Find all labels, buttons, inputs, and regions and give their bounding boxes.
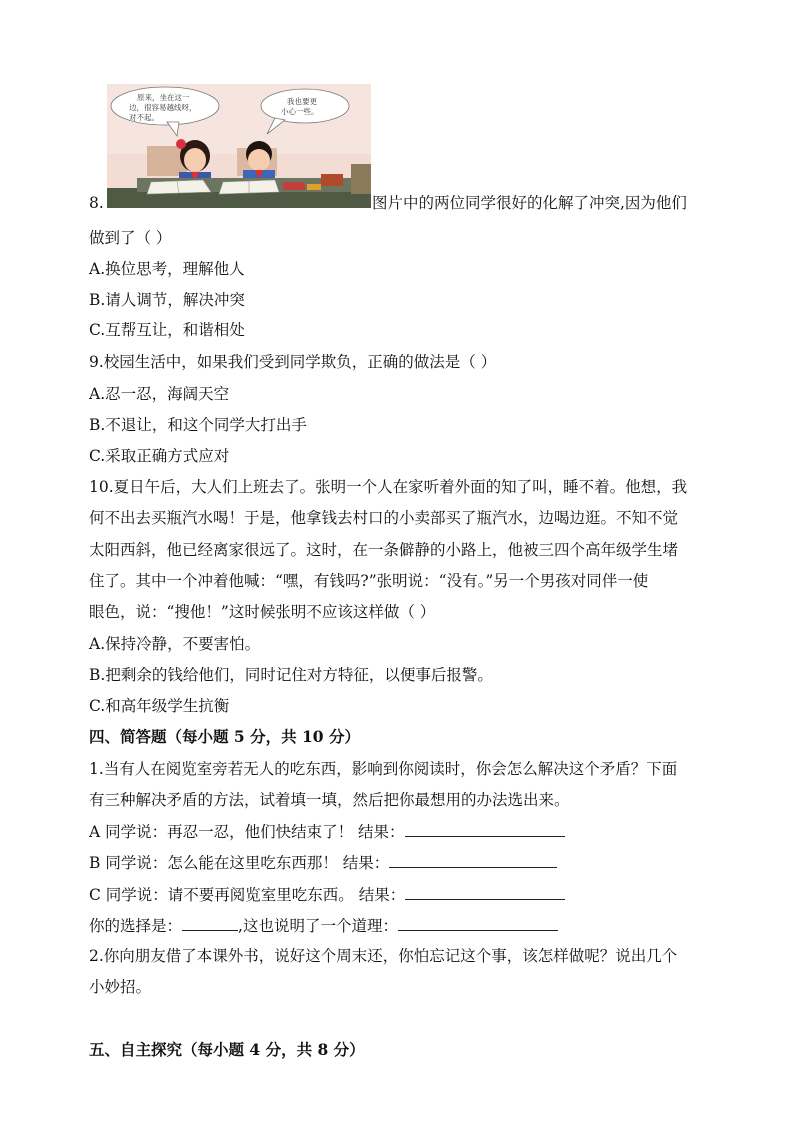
answer-blank-choice[interactable] (182, 915, 238, 931)
q9-option-b: B.不退让，和这个同学大打出手 (89, 416, 307, 434)
s4-q1-line-1: 1.当有人在阅览室旁若无人的吃东西，影响到你阅读时，你会怎么解决这个矛盾？下面 (89, 760, 678, 778)
q10-option-a: A.保持冷静，不要害怕。 (89, 635, 261, 653)
right-bubble-line-1: 我也要更 (287, 97, 317, 106)
q10-option-b: B.把剩余的钱给他们，同时记住对方特征，以便事后报警。 (89, 666, 493, 684)
s4-b-line (89, 852, 557, 873)
s4-q1-line-2: 有三种解决矛盾的方法，试着填一填，然后把你最想用的办法选出来。 (89, 791, 570, 809)
right-speech-bubble (261, 89, 349, 123)
s4-choice-mid: ,这也说明了一个道理： (238, 917, 398, 935)
answer-blank-reason[interactable] (398, 915, 558, 931)
right-bubble-line-2: 小心一些。 (281, 107, 319, 116)
left-bubble-line-2: 边，很容易越线呀， (129, 103, 197, 112)
q10-option-c: C.和高年级学生抗衡 (89, 697, 230, 715)
s4-b-text: B 同学说：怎么能在这里吃东西那！ 结果： (89, 854, 390, 872)
q8-option-b: B.请人调节，解决冲突 (89, 291, 245, 309)
section5-heading: 五、自主探究（每小题 4 分，共 8 分） (89, 1040, 365, 1059)
q10-line-2: 何不出去买瓶汽水喝！于是，他拿钱去村口的小卖部买了瓶汽水，边喝边逛。不知不觉 (89, 509, 679, 527)
classroom-illustration (107, 84, 371, 208)
q8-question-text-2: 做到了（ ） (89, 229, 172, 247)
left-bubble-line-3: 对不起。 (129, 113, 159, 122)
q9-option-c: C.采取正确方式应对 (89, 447, 230, 465)
s4-q2-line-1: 2.你向朋友借了本课外书，说好这个周末还，你怕忘记这个事，该怎样做呢？说出几个 (89, 947, 678, 965)
s4-c-line (89, 884, 565, 905)
q8-option-c: C.互帮互让，和谐相处 (89, 321, 245, 339)
section4-heading: 四、简答题（每小题 5 分，共 10 分） (89, 727, 360, 746)
s4-choice-prefix: 你的选择是： (89, 917, 183, 935)
s4-a-line (89, 821, 565, 842)
q10-line-1: 10.夏日午后，大人们上班去了。张明一个人在家听着外面的知了叫，睡不着。他想，我 (89, 478, 688, 496)
q9-option-a: A.忍一忍，海阔天空 (89, 385, 230, 403)
q8-option-a: A.换位思考，理解他人 (89, 260, 245, 278)
left-bubble-line-1: 原来，坐在这一 (137, 93, 190, 102)
q8-question-text: 图片中的两位同学很好的化解了冲突,因为他们 (372, 194, 687, 212)
answer-blank-b[interactable] (389, 852, 557, 868)
answer-blank-c[interactable] (405, 884, 565, 900)
q10-line-4: 住了。其中一个冲着他喊：“嘿，有钱吗?”张明说：“没有。”另一个男孩对同伴一使 (89, 572, 649, 590)
s4-q2-line-2: 小妙招。 (89, 978, 152, 996)
q10-line-5: 眼色，说：“搜他！”这时候张明不应该这样做（ ） (89, 603, 436, 621)
q9-question-text: 9.校园生活中，如果我们受到同学欺负，正确的做法是（ ） (89, 353, 497, 371)
answer-blank-a[interactable] (405, 821, 565, 837)
s4-c-text: C 同学说：请不要再阅览室里吃东西。 结果： (89, 886, 406, 904)
s4-a-text: A 同学说：再忍一忍，他们快结束了！ 结果： (89, 823, 405, 841)
q10-line-3: 太阳西斜，他已经离家很远了。这时，在一条僻静的小路上，他被三四个高年级学生堵 (89, 541, 679, 559)
q8-number: 8. (89, 194, 104, 212)
s4-choice-line (89, 915, 558, 936)
